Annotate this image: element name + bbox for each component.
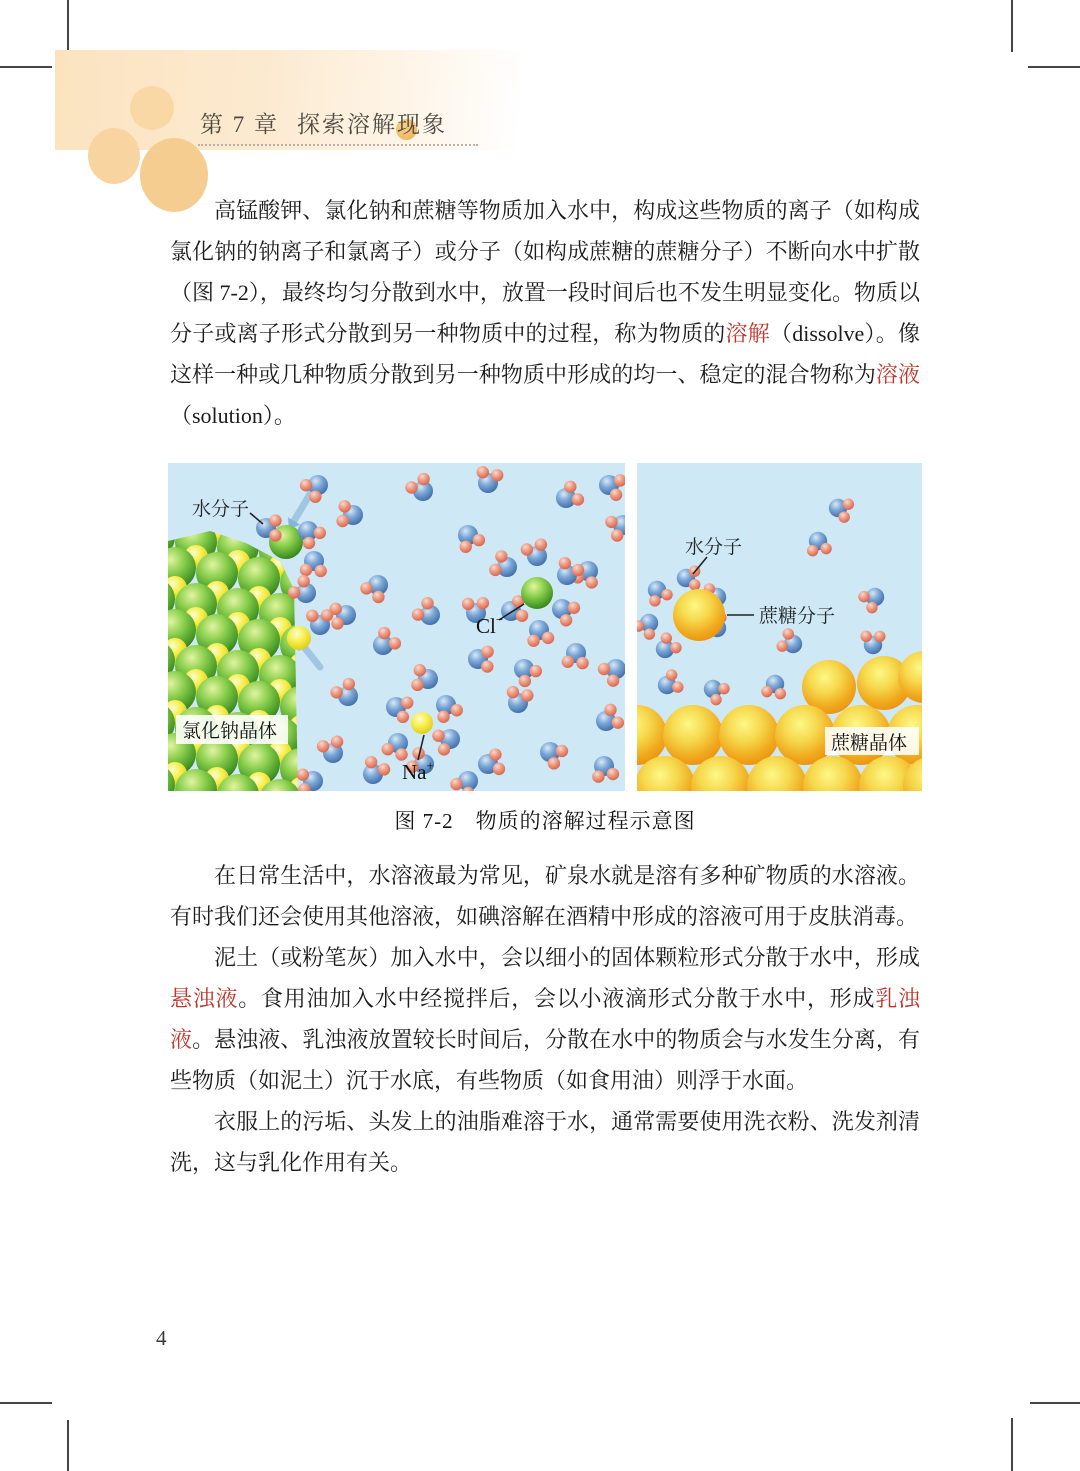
hydrogen-sphere	[644, 628, 655, 639]
hydrogen-sphere	[530, 665, 542, 677]
hydrogen-sphere	[516, 609, 528, 621]
sucrose-molecule-label: 蔗糖分子	[759, 606, 836, 627]
hydrogen-sphere	[432, 729, 444, 741]
hydrogen-sphere	[378, 763, 390, 775]
hydrogen-sphere	[710, 694, 721, 705]
hydrogen-sphere	[858, 591, 869, 602]
hydrogen-sphere	[477, 597, 489, 609]
crop-mark	[0, 66, 52, 68]
hydrogen-sphere	[807, 545, 818, 556]
hydrogen-sphere	[343, 678, 355, 690]
hydrogen-sphere	[330, 686, 342, 698]
hydrogen-sphere	[572, 564, 584, 576]
body-text: 。食用油加入水中经搅拌后，会以小液滴形式分散于水中，形成	[238, 986, 876, 1011]
hydrogen-sphere	[761, 686, 772, 697]
hydrogen-sphere	[838, 511, 849, 522]
hydrogen-sphere	[672, 681, 683, 692]
crop-mark	[0, 1402, 52, 1404]
hydrogen-sphere	[775, 688, 786, 699]
hydrogen-sphere	[300, 564, 312, 576]
hydrogen-sphere	[670, 642, 681, 653]
hydrogen-sphere	[493, 763, 505, 775]
hydrogen-sphere	[661, 589, 672, 600]
hydrogen-sphere	[783, 628, 794, 639]
sucrose-dissolution-panel	[637, 463, 922, 791]
hydrogen-sphere	[521, 689, 533, 701]
hydrogen-sphere	[592, 770, 604, 782]
hydrogen-sphere	[521, 543, 533, 555]
hydrogen-sphere	[297, 768, 309, 780]
hydrogen-sphere	[462, 598, 474, 610]
key-term: 溶液	[875, 362, 920, 387]
body-text: 在日常生活中，水溶液最为常见，矿泉水就是溶有多种矿物质的水溶液。有时我们还会使用其他溶液，如碘溶解在酒精中形成的溶液可用于皮肤消毒。	[170, 863, 920, 929]
hydrogen-sphere	[562, 656, 574, 668]
hydrogen-sphere	[314, 527, 326, 539]
hydrogen-sphere	[612, 716, 624, 728]
hydrogen-sphere	[607, 768, 619, 780]
hydrogen-sphere	[395, 748, 407, 760]
hydrogen-sphere	[605, 516, 617, 528]
hydrogen-sphere	[382, 743, 394, 755]
body-text: 高锰酸钾、氯化钠和蔗糖等物质加入水中，构成这些物质的离子（如构成氯化钠的钠离子和氯离子）或分子（如构成蔗糖的蔗糖分子）不断向水中扩散（图 7-2），最终均匀分散到水中，放置一段时间后也不发生明显变化。物质以分子或离子形式分散到另一种物质中的过程，称为物质的	[170, 198, 920, 346]
key-term: 溶解	[725, 321, 770, 346]
hydrogen-sphere	[649, 595, 660, 606]
petal-decoration-icon	[130, 86, 174, 130]
nacl-crystal-label-group	[176, 715, 288, 744]
hydrogen-sphere	[507, 686, 519, 698]
hydrogen-sphere	[460, 541, 472, 553]
hydrogen-sphere	[495, 550, 507, 562]
hydrogen-sphere	[666, 669, 677, 680]
figure-caption: 图 7-2 物质的溶解过程示意图	[394, 809, 696, 833]
hydrogen-sphere	[401, 696, 413, 708]
hydrogen-sphere	[843, 499, 854, 510]
paragraph-block-top	[170, 190, 920, 436]
hydrogen-sphere	[473, 534, 485, 546]
chloride-ion-label: Cl−	[476, 612, 504, 638]
hydrogen-sphere	[776, 640, 787, 651]
paragraph	[170, 190, 920, 436]
water-molecule-label: 水分子	[685, 537, 743, 558]
hydrogen-sphere	[405, 481, 417, 493]
hydrogen-sphere	[269, 514, 281, 526]
chloride-ion	[521, 577, 553, 609]
hydrogen-sphere	[303, 537, 315, 549]
hydrogen-sphere	[338, 500, 350, 512]
hydrogen-sphere	[689, 579, 700, 590]
hydrogen-sphere	[527, 634, 539, 646]
hydrogen-sphere	[535, 538, 547, 550]
crop-mark	[1030, 1402, 1080, 1404]
hydrogen-sphere	[661, 632, 672, 643]
escaping-sodium-ion	[287, 626, 311, 650]
hydrogen-sphere	[412, 608, 424, 620]
petal-decoration-icon	[88, 128, 140, 184]
body-text: （dissolve）。像这样一种或几种物质分散到另一种物质中形成的均一、稳定的混合物称为	[170, 321, 920, 387]
paragraph-block-bottom	[170, 855, 920, 1183]
hydrogen-sphere	[309, 490, 321, 502]
sucrose-sphere	[719, 705, 779, 765]
body-text: 衣服上的污垢、头发上的油脂难溶于水，通常需要使用洗衣粉、洗发剂清洗，这与乳化作用有关。	[170, 1109, 920, 1175]
hydrogen-sphere	[321, 609, 333, 621]
hydrogen-sphere	[607, 674, 619, 686]
crop-mark	[1011, 0, 1013, 52]
crop-mark	[67, 0, 69, 50]
hydrogen-sphere	[572, 493, 584, 505]
chapter-number: 第 7 章	[200, 112, 279, 137]
paragraph	[170, 855, 920, 937]
hydrogen-sphere	[360, 582, 372, 594]
page-number: 4	[156, 1326, 167, 1350]
hydrogen-sphere	[437, 711, 449, 723]
hydrogen-sphere	[450, 778, 462, 790]
hydrogen-sphere	[874, 631, 885, 642]
hydrogen-sphere	[306, 610, 318, 622]
hydrogen-sphere	[568, 602, 580, 614]
figure-7-2	[168, 463, 922, 843]
hydrogen-sphere	[300, 479, 312, 491]
hydrogen-sphere	[866, 602, 877, 613]
hydrogen-sphere	[489, 564, 501, 576]
paragraph	[170, 1101, 920, 1183]
hydrogen-sphere	[860, 631, 871, 642]
sucrose-sphere	[663, 705, 723, 765]
hydrogen-sphere	[331, 736, 343, 748]
hydrogen-sphere	[411, 679, 423, 691]
hydrogen-sphere	[397, 711, 409, 723]
hydrogen-sphere	[560, 614, 572, 626]
hydrogen-sphere	[491, 469, 503, 481]
hydrogen-sphere	[336, 515, 348, 527]
nacl-dissolution-panel	[168, 463, 625, 791]
hydrogen-sphere	[586, 576, 598, 588]
key-term: 乳浊液	[170, 986, 920, 1052]
hydrogen-sphere	[288, 586, 300, 598]
hydrogen-sphere	[576, 657, 588, 669]
hydrogen-sphere	[598, 663, 610, 675]
hydrogen-sphere	[556, 745, 568, 757]
heading-dotted-underline	[198, 144, 478, 146]
hydrogen-sphere	[414, 664, 426, 676]
hydrogen-sphere	[372, 591, 384, 603]
hydrogen-sphere	[451, 704, 463, 716]
hydrogen-sphere	[298, 575, 310, 587]
sucrose-crystal-label: 蔗糖晶体	[831, 733, 908, 754]
hydrogen-sphere	[489, 748, 501, 760]
hydrogen-sphere	[820, 543, 831, 554]
sucrose-crystal-label-group	[825, 727, 919, 755]
body-text: （solution）。	[170, 403, 296, 428]
hydrogen-sphere	[389, 637, 401, 649]
hydrogen-sphere	[269, 529, 281, 541]
hydrogen-sphere	[417, 473, 429, 485]
hydrogen-sphere	[317, 740, 329, 752]
crop-mark	[67, 1420, 69, 1471]
hydrogen-sphere	[421, 597, 433, 609]
water-molecule-label: 水分子	[192, 499, 250, 520]
hydrogen-sphere	[378, 627, 390, 639]
nacl-crystal-label: 氯化钠晶体	[182, 721, 278, 742]
hydrogen-sphere	[564, 481, 576, 493]
hydrogen-sphere	[610, 489, 622, 501]
sodium-ion-label: Na+	[402, 758, 434, 784]
crop-mark	[1011, 1418, 1013, 1471]
hydrogen-sphere	[611, 529, 623, 541]
sodium-ion	[411, 712, 433, 734]
hydrogen-sphere	[481, 660, 493, 672]
hydrogen-sphere	[438, 743, 450, 755]
chapter-title: 探索溶解现象	[297, 112, 447, 137]
hydrogen-sphere	[365, 756, 377, 768]
hydrogen-sphere	[477, 466, 489, 478]
hydrogen-sphere	[718, 683, 729, 694]
paragraph	[170, 937, 920, 1101]
hydrogen-sphere	[481, 646, 493, 658]
key-term: 悬浊液	[170, 986, 239, 1011]
hydrogen-sphere	[542, 632, 554, 644]
hydrogen-sphere	[559, 557, 571, 569]
hydrogen-sphere	[604, 704, 616, 716]
body-text: 泥土（或粉笔灰）加入水中，会以细小的固体颗粒形式分散于水中，形成	[214, 945, 920, 970]
hydrogen-sphere	[331, 617, 343, 629]
crop-mark	[1028, 66, 1080, 68]
chapter-heading	[200, 106, 447, 139]
hydrogen-sphere	[548, 757, 560, 769]
hydrogen-sphere	[519, 675, 531, 687]
hydrogen-sphere	[315, 565, 327, 577]
dissolved-sucrose-molecule	[673, 589, 725, 641]
body-text: 。悬浊液、乳浊液放置较长时间后，分散在水中的物质会与水发生分离，有些物质（如泥土）沉于水底，有些物质（如食用油）则浮于水面。	[170, 1027, 920, 1093]
